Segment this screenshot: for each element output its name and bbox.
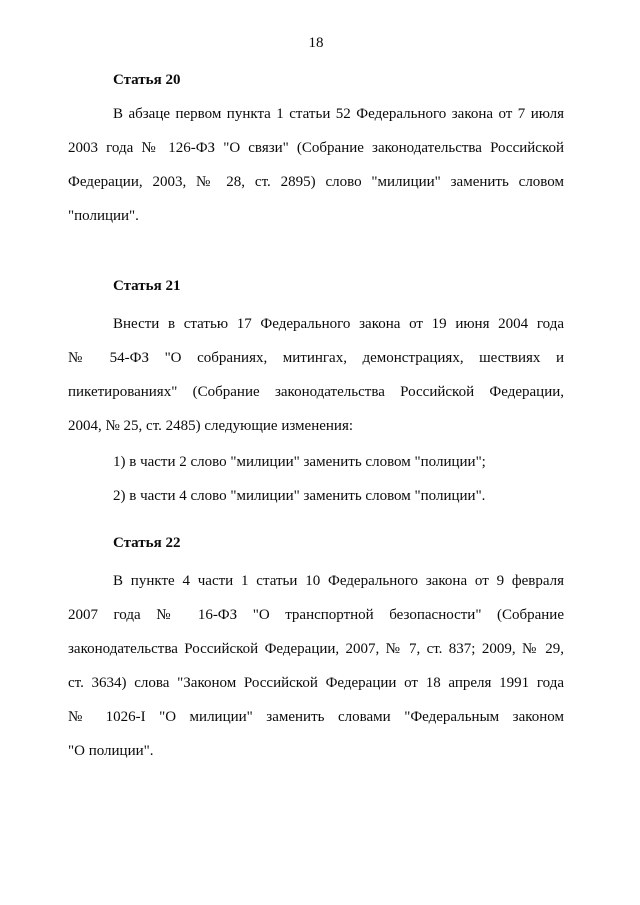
text-line: № 54-ФЗ "О собраниях, митингах, демонстрациях, шествиях и [68, 350, 564, 366]
text-line: Федерации, 2003, № 28, ст. 2895) слово "милиции" заменить словом [68, 174, 564, 190]
article-21 [68, 269, 564, 513]
text-line: ст. 3634) слова "Законом Российской Федерации от 18 апреля 1991 года [68, 675, 564, 691]
text-line: № 1026-I "О милиции" заменить словами "Федеральным законом [68, 709, 564, 725]
page-number: 18 [308, 35, 324, 51]
text-line: "О полиции". [68, 743, 154, 759]
article-22 [68, 526, 564, 768]
text-line: 2004, № 25, ст. 2485) следующие изменения: [68, 418, 354, 434]
text-line: 2003 года № 126-ФЗ "О связи" (Собрание законодательства Российской [68, 140, 564, 156]
article-heading: Статья 20 [113, 72, 181, 88]
article-20 [68, 63, 564, 233]
list-item-line: 2) в части 4 слово "милиции" заменить словом "полиции". [113, 488, 486, 504]
text-line: 2007 года № 16-ФЗ "О транспортной безопасности" (Собрание [68, 607, 564, 623]
text-line: "полиции". [68, 208, 139, 224]
text-line: законодательства Российской Федерации, 2007, № 7, ст. 837; 2009, № 29, [68, 641, 564, 657]
list-item-line: 1) в части 2 слово "милиции" заменить словом "полиции"; [113, 454, 486, 470]
text-line: пикетированиях" (Собрание законодательства Российской Федерации, [68, 384, 564, 400]
text-line: В пункте 4 части 1 статьи 10 Федерального закона от 9 февраля [113, 573, 564, 589]
article-heading: Статья 22 [113, 535, 181, 551]
text-line: Внести в статью 17 Федерального закона от 19 июня 2004 года [113, 316, 564, 332]
text-line: В абзаце первом пункта 1 статьи 52 Федерального закона от 7 июля [113, 106, 564, 122]
article-heading: Статья 21 [113, 278, 181, 294]
